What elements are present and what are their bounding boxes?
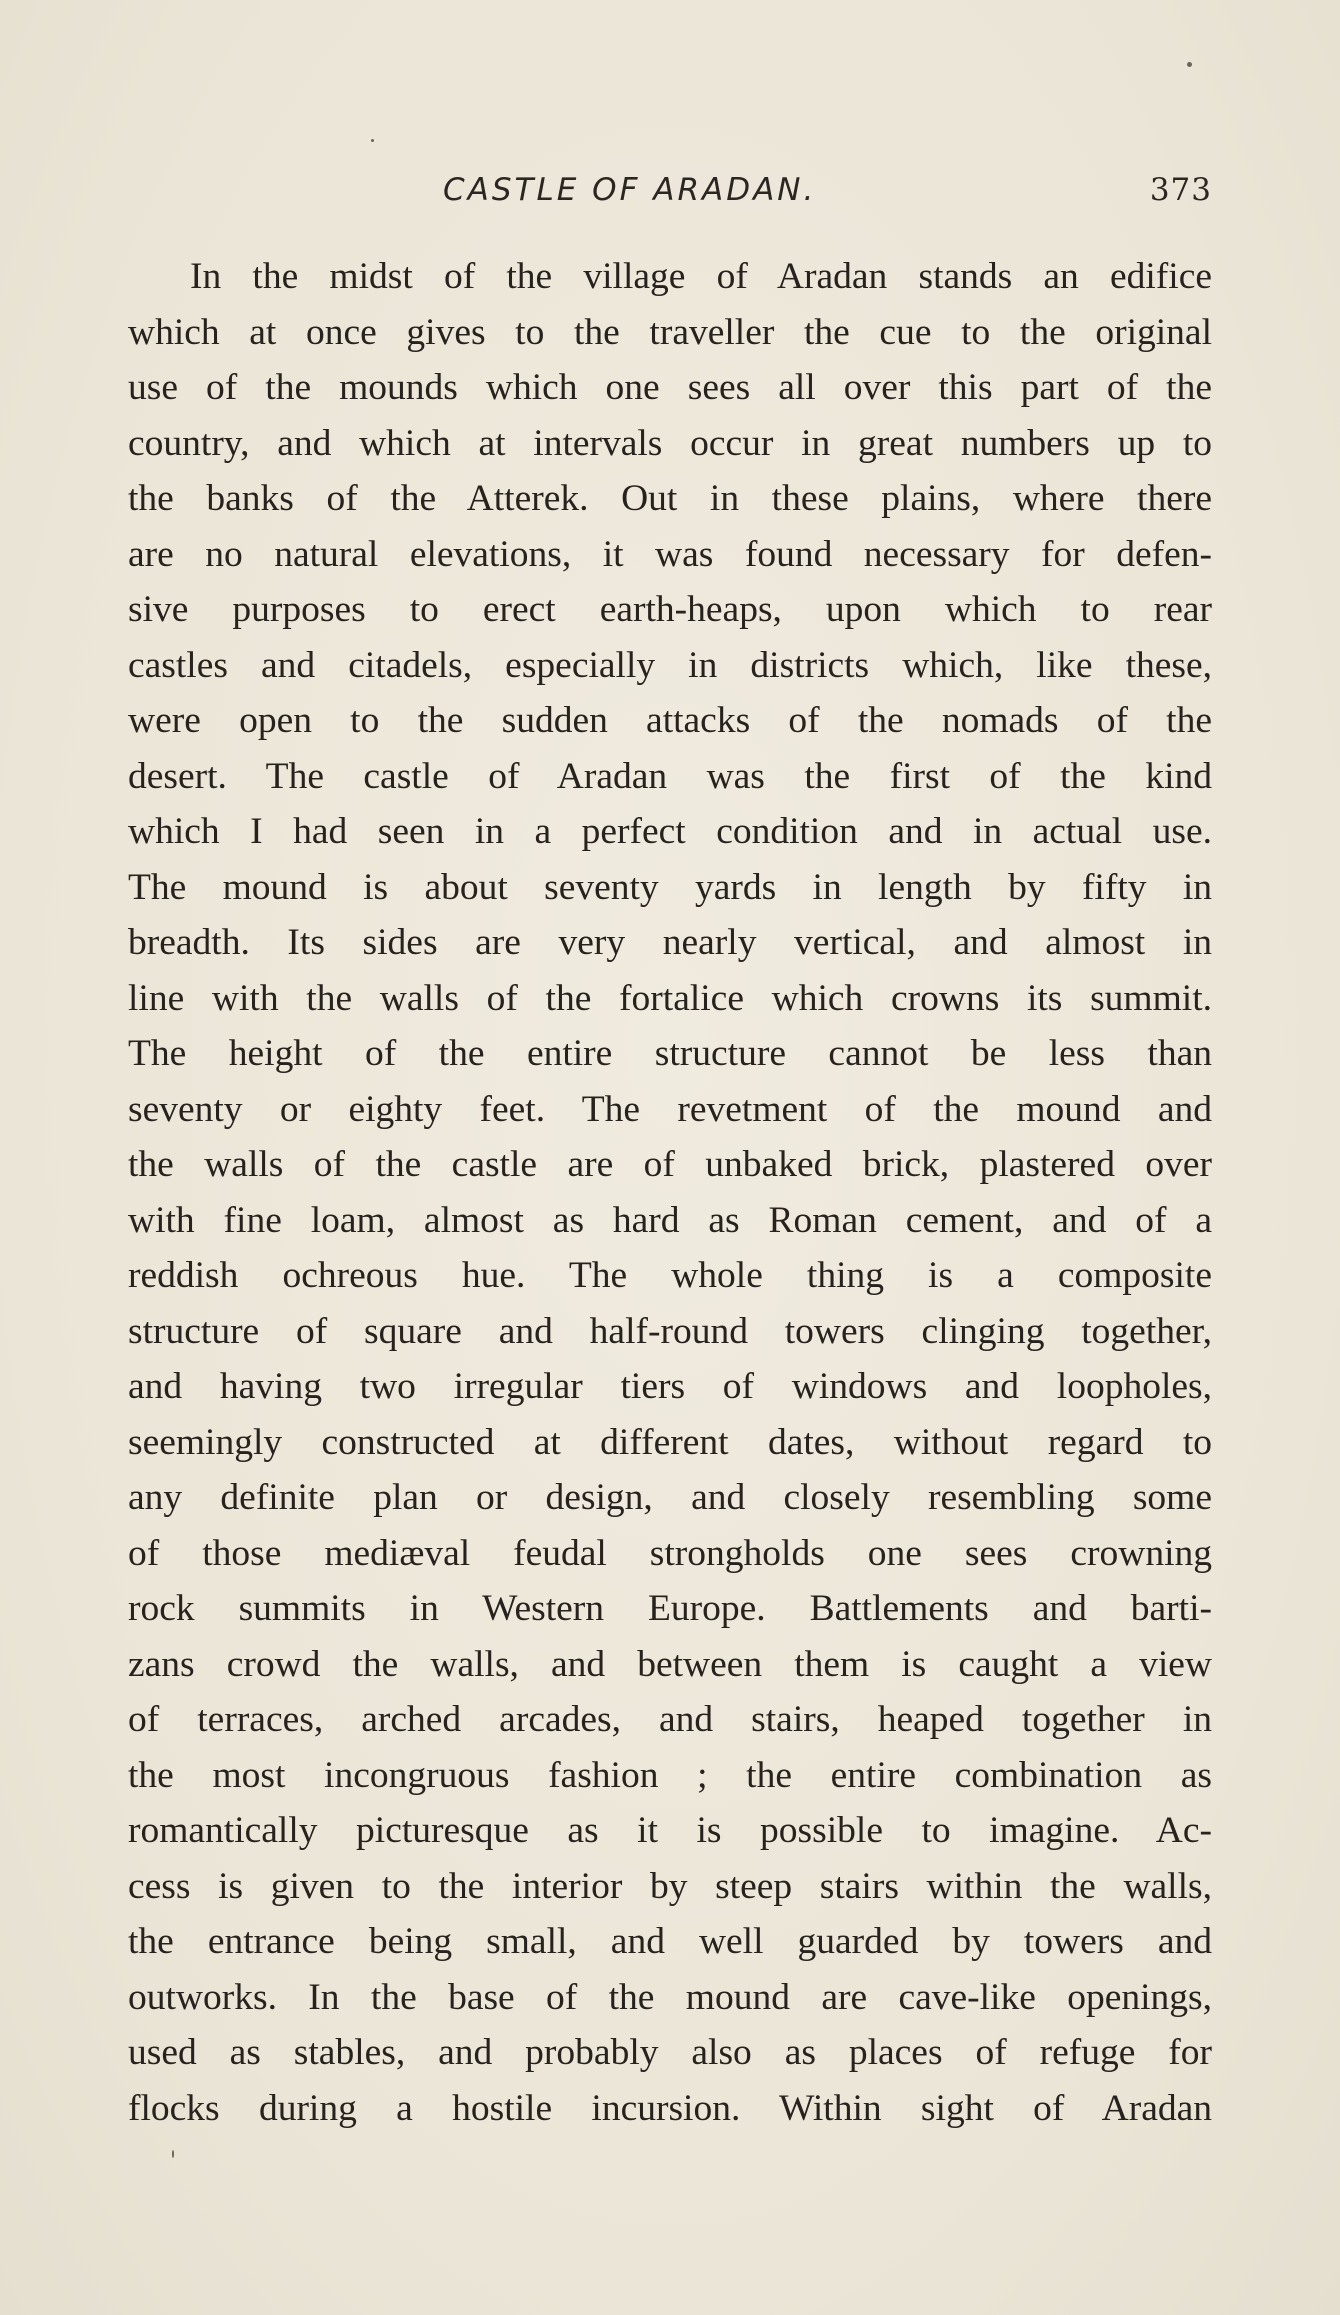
text-line: rock summits in Western Europe. Battlements and barti- <box>128 1588 1212 1629</box>
text-line: the entrance being small, and well guarded by towers and <box>128 1921 1212 1962</box>
text-line: were open to the sudden attacks of the nomads of the <box>128 700 1212 741</box>
text-line: flocks during a hostile incursion. Within sight of Aradan <box>128 2087 1212 2129</box>
text-line: and having two irregular tiers of windows and loopholes, <box>128 1366 1212 1407</box>
text-line: any definite plan or design, and closely resembling some <box>128 1477 1212 1518</box>
text-line: breadth. Its sides are very nearly vertical, and almost in <box>128 922 1212 963</box>
text-line: country, and which at intervals occur in great numbers up to <box>128 422 1212 464</box>
body-paragraph <box>128 249 1212 2136</box>
running-title: CASTLE OF ARADAN. <box>443 172 817 208</box>
text-line: the walls of the castle are of unbaked brick, plastered over <box>128 1144 1212 1185</box>
text-line: which at once gives to the traveller the cue to the original <box>128 311 1212 353</box>
text-line: In the midst of the village of Aradan stands an edifice <box>190 256 1212 297</box>
page-number: 373 <box>1149 172 1212 208</box>
text-line: use of the mounds which one sees all over this part of the <box>128 367 1212 408</box>
text-line: of those mediæval feudal strongholds one sees crowning <box>128 1532 1212 1574</box>
text-line: outworks. In the base of the mound are cave-like openings, <box>128 1976 1212 2018</box>
running-head <box>128 172 1212 222</box>
text-line: the banks of the Atterek. Out in these plains, where there <box>128 478 1212 519</box>
text-line: seventy or eighty feet. The revetment of the mound and <box>128 1088 1212 1130</box>
text-line: seemingly constructed at different dates, without regard to <box>128 1421 1212 1463</box>
text-line: zans crowd the walls, and between them is caught a view <box>128 1643 1212 1685</box>
text-line: cess is given to the interior by steep stairs within the walls, <box>128 1865 1212 1907</box>
paper-speck <box>371 139 374 142</box>
text-line: of terraces, arched arcades, and stairs, heaped together in <box>128 1699 1212 1740</box>
paper-speck <box>172 2150 174 2158</box>
text-line: are no natural elevations, it was found necessary for defen- <box>128 533 1212 575</box>
text-line: line with the walls of the fortalice which crowns its summit. <box>128 977 1212 1019</box>
text-line: which I had seen in a perfect condition and in actual use. <box>128 811 1212 852</box>
text-line: used as stables, and probably also as places of refuge for <box>128 2032 1212 2073</box>
text-line: castles and citadels, especially in districts which, like these, <box>128 644 1212 686</box>
text-line: The mound is about seventy yards in length by fifty in <box>128 866 1212 908</box>
text-line: sive purposes to erect earth-heaps, upon which to rear <box>128 589 1212 630</box>
text-line: romantically picturesque as it is possible to imagine. Ac- <box>128 1810 1212 1851</box>
text-line: structure of square and half-round towers clinging together, <box>128 1310 1212 1352</box>
text-line: The height of the entire structure cannot be less than <box>128 1033 1212 1074</box>
text-line: with fine loam, almost as hard as Roman cement, and of a <box>128 1199 1212 1241</box>
text-line: desert. The castle of Aradan was the first of the kind <box>128 755 1212 797</box>
paper-speck <box>1187 62 1192 67</box>
text-line: the most incongruous fashion ; the entire combination as <box>128 1754 1212 1796</box>
text-line: reddish ochreous hue. The whole thing is a composite <box>128 1255 1212 1296</box>
